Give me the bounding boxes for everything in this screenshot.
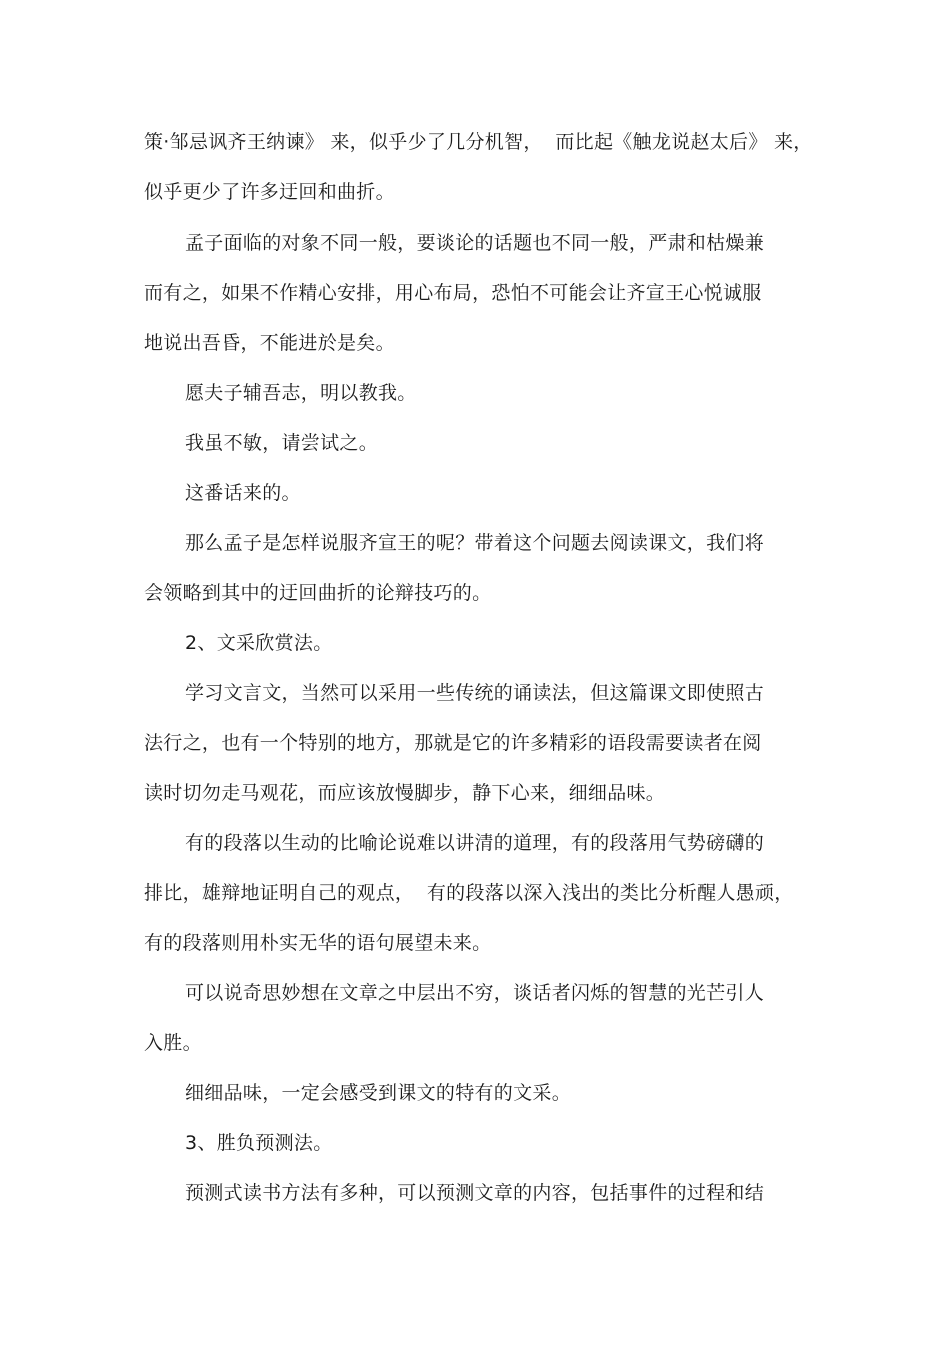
text-line: 学习文言文，当然可以采用一些传统的诵读法，但这篇课文即使照古 [185, 682, 765, 704]
text-line: 预测式读书方法有多种，可以预测文章的内容，包括事件的过程和结 [185, 1182, 765, 1204]
text-line: 孟子面临的对象不同一般，要谈论的话题也不同一般，严肃和枯燥兼 [185, 232, 765, 254]
text-line: 入胜。 [144, 1032, 202, 1054]
text-line: 那么孟子是怎样说服齐宣王的呢？带着这个问题去阅读课文，我们将 [185, 532, 765, 554]
text-line: 会领略到其中的迂回曲折的论辩技巧的。 [144, 582, 492, 604]
text-line: 有的段落则用朴实无华的语句展望未来。 [144, 932, 492, 954]
text-line: 法行之，也有一个特别的地方，那就是它的许多精彩的语段需要读者在阅 [144, 732, 762, 754]
text-line: 我虽不敏，请尝试之。 [185, 432, 379, 454]
text-line: 而有之，如果不作精心安排，用心布局，恐怕不可能会让齐宣王心悦诚服 [144, 282, 762, 304]
text-line: 读时切勿走马观花，而应该放慢脚步，静下心来，细细品味。 [144, 782, 666, 804]
text-line: 愿夫子辅吾志，明以教我。 [185, 382, 417, 404]
section-heading: 3、胜负预测法。 [185, 1132, 333, 1154]
text-line: 细细品味，一定会感受到课文的特有的文采。 [185, 1082, 572, 1104]
text-line: 有的段落以生动的比喻论说难以讲清的道理，有的段落用气势磅礴的 [185, 832, 765, 854]
text-line: 似乎更少了许多迂回和曲折。 [144, 181, 395, 203]
text-line: 地说出吾昏，不能进於是矣。 [144, 332, 395, 354]
text-line: 这番话来的。 [185, 482, 301, 504]
text-line: 排比，雄辩地证明自己的观点， 有的段落以深入浅出的类比分析醒人愚顽， [144, 882, 794, 904]
section-heading: 2、文采欣赏法。 [185, 632, 333, 654]
text-line: 策·邹忌讽齐王纳谏》 来，似乎少了几分机智， 而比起《触龙说赵太后》 来， [144, 131, 813, 153]
text-line: 可以说奇思妙想在文章之中层出不穷，谈话者闪烁的智慧的光芒引人 [185, 982, 765, 1004]
